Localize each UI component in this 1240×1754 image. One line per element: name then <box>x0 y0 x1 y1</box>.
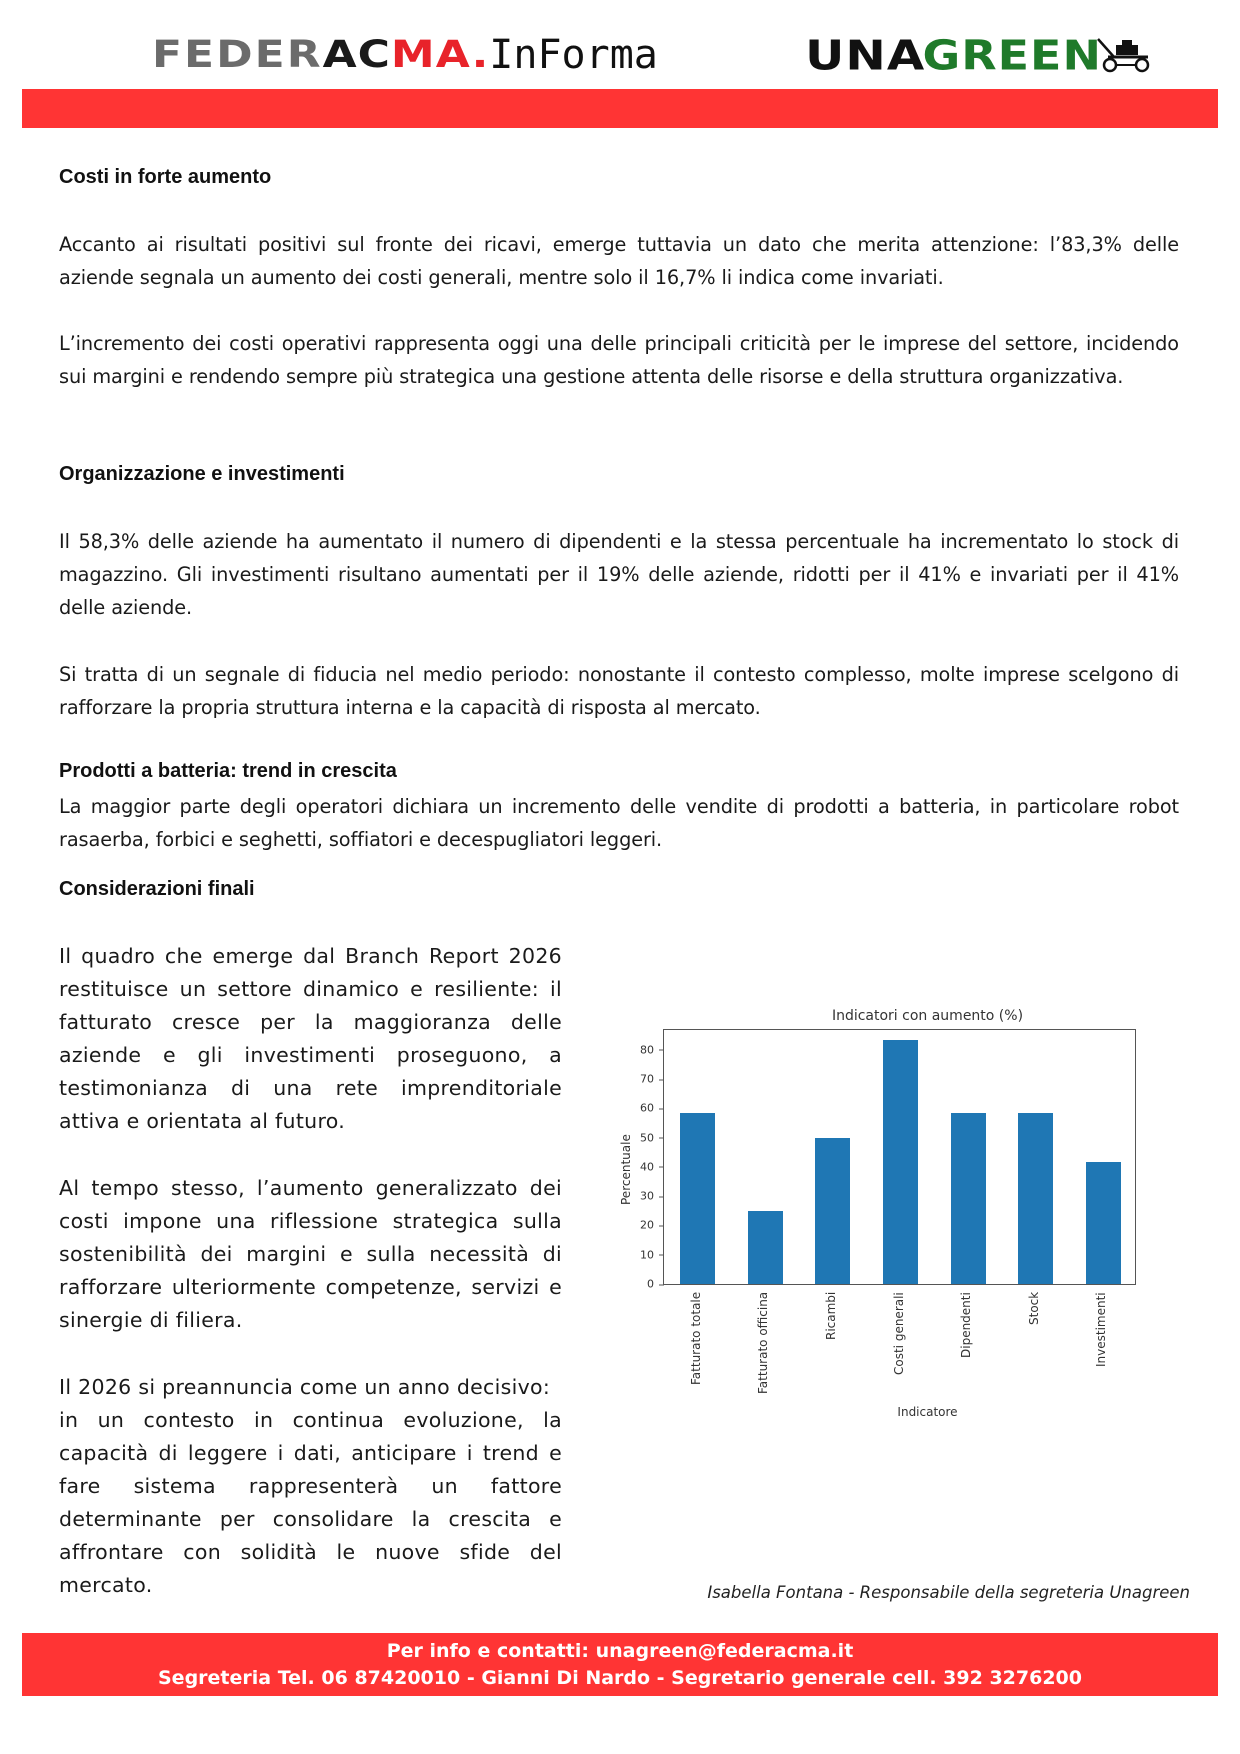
chart-bar <box>951 1113 986 1284</box>
paragraph-organizzazione-1: Il 58,3% delle aziende ha aumentato il numero di dipendenti e la stessa percentuale ha incrementato lo stock di magazzino. Gli investimenti risultano aumentati per il 19% delle aziende, ridotti per il 41% e invariati per il 41% delle aziende. <box>59 530 1179 619</box>
paragraph-finali-3-line1: Il 2026 si preannuncia come un anno decisivo: <box>59 1375 551 1399</box>
logo-federacma-ac: AC <box>322 32 391 77</box>
footer-line-secretariat: Segreteria Tel. 06 87420010 - Gianni Di Nardo - Segretario generale cell. 392 3276200 <box>158 1667 1082 1689</box>
y-tick-label: 80 <box>624 1043 654 1056</box>
x-tick-label: Investimenti <box>1094 1292 1109 1367</box>
logo-green: GREEN <box>922 30 1102 80</box>
heading-costi: Costi in forte aumento <box>59 166 272 188</box>
chart-bar <box>680 1113 715 1284</box>
chart-x-axis-label: Indicatore <box>897 1405 958 1419</box>
chart-title: Indicatori con aumento (%) <box>831 1008 1024 1024</box>
paragraph-finali-1: Il quadro che emerge dal Branch Report 2026 restituisce un settore dinamico e resiliente: il fatturato cresce per la maggioranza delle aziende e gli investimenti proseguono, a testimonianza di una rete imprenditoriale attiva e orientata al futuro. <box>59 944 562 1133</box>
logo-federacma-feder: FEDER <box>152 32 323 77</box>
chart-bar <box>1086 1162 1121 1284</box>
x-tick-label: Ricambi <box>823 1291 838 1340</box>
paragraph-costi-1: Accanto ai risultati positivi sul fronte dei ricavi, emerge tuttavia un dato che merita attenzione: l’83,3% delle aziende segnala un aumento dei costi generali, mentre solo il 16,7% li indica come invariati. <box>59 233 1179 289</box>
logo-informa: InForma <box>489 32 658 78</box>
header-red-bar <box>22 89 1218 128</box>
y-tick-label: 10 <box>624 1248 654 1261</box>
paragraph-costi-2: L’incremento dei costi operativi rappresenta oggi una delle principali criticità per le imprese del settore, incidendo sui margini e rendendo sempre più strategica una gestione attenta delle risorse e della struttura organizzativa. <box>59 332 1179 388</box>
y-tick-label: 40 <box>624 1160 654 1173</box>
x-tick-label: Fatturato totale <box>688 1291 703 1385</box>
chart-bar <box>815 1138 850 1284</box>
footer-contact-bar <box>22 1633 1218 1696</box>
x-tick-label: Dipendenti <box>959 1292 974 1358</box>
x-tick-label: Fatturato officina <box>756 1291 771 1394</box>
bar-chart-indicatori <box>600 1000 1160 1430</box>
paragraph-finali-3: in un contesto in continua evoluzione, la capacità di leggere i dati, anticipare i trend e fare sistema rappresenterà un fattore determinante per consolidare la crescita e affrontare con solidità le nuove sfide del mercato. <box>59 1408 562 1597</box>
heading-organizzazione: Organizzazione e investimenti <box>59 463 345 485</box>
chart-bar <box>748 1211 783 1284</box>
y-tick-label: 60 <box>624 1102 654 1115</box>
paragraph-batteria: La maggior parte degli operatori dichiara un incremento delle vendite di prodotti a batteria, in particolare robot rasaerba, forbici e seghetti, soffiatori e decespugliatori leggeri. <box>59 795 1179 851</box>
heading-considerazioni-finali: Considerazioni finali <box>59 878 255 900</box>
unagreen-logo <box>805 30 1152 80</box>
x-tick-label: Costi generali <box>891 1292 906 1375</box>
y-tick-label: 0 <box>624 1278 654 1291</box>
y-tick-label: 50 <box>624 1131 654 1144</box>
chart-bar <box>1018 1113 1053 1284</box>
y-tick-label: 30 <box>624 1190 654 1203</box>
logo-una: UNA <box>805 30 926 80</box>
author-signature: Isabella Fontana - Responsabile della segreteria Unagreen <box>707 1583 1190 1602</box>
lawnmower-icon <box>1096 35 1152 75</box>
chart-y-axis-label: Percentuale <box>619 1134 633 1205</box>
y-tick-label: 70 <box>624 1073 654 1086</box>
logo-federacma-ma: MA. <box>390 32 490 77</box>
heading-batteria: Prodotti a batteria: trend in crescita <box>59 760 397 782</box>
federacma-informa-logo <box>152 30 658 80</box>
paragraph-organizzazione-2: Si tratta di un segnale di fiducia nel medio periodo: nonostante il contesto complesso, molte imprese scelgono di rafforzare la propria struttura interna e la capacità di risposta al mercato. <box>59 663 1179 719</box>
y-tick-label: 20 <box>624 1219 654 1232</box>
chart-bar <box>883 1040 918 1284</box>
paragraph-finali-2: Al tempo stesso, l’aumento generalizzato dei costi impone una riflessione strategica sulla sostenibilità dei margini e sulla necessità di rafforzare ulteriormente competenze, servizi e sinergie di filiera. <box>59 1176 562 1332</box>
footer-line-contacts: Per info e contatti: unagreen@federacma.it <box>386 1640 854 1662</box>
x-tick-label: Stock <box>1026 1291 1041 1325</box>
chart-plot-area <box>619 1029 1136 1291</box>
